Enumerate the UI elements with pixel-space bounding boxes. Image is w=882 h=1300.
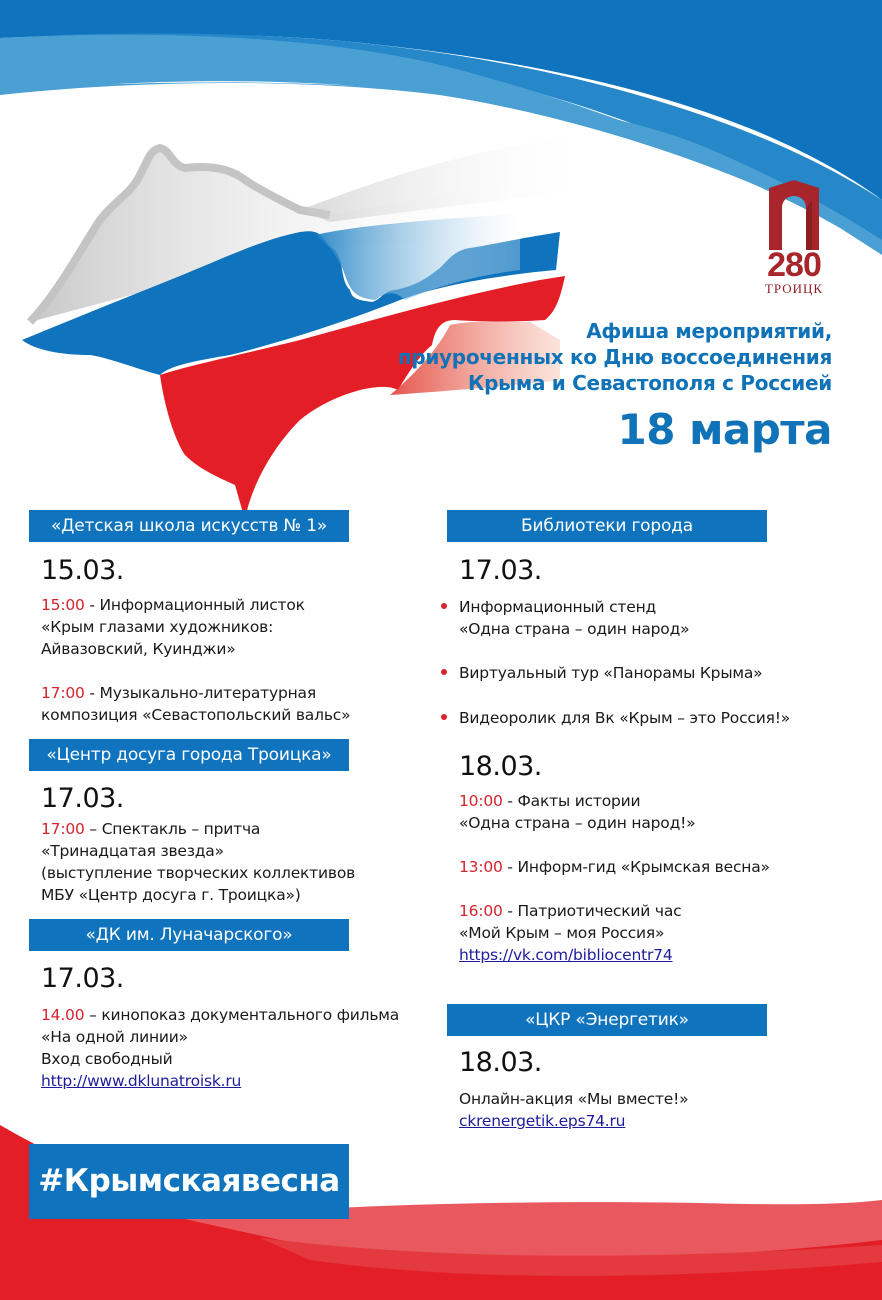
hashtag-banner: #Крымскаявесна <box>29 1144 349 1219</box>
event-text: «Мой Крым – моя Россия» <box>459 924 665 942</box>
venue-bar-leisure-center: «Центр досуга города Троицка» <box>29 739 349 771</box>
energetik-link[interactable]: ckrenergetik.eps74.ru <box>459 1112 626 1130</box>
event-text: 15:00 - Информационный листок <box>41 596 305 614</box>
dk-lunacharsky-link[interactable]: http://www.dklunatroisk.ru <box>41 1072 242 1090</box>
event-text: Айвазовский, Куинджи» <box>41 640 236 658</box>
event-time: 15:00 <box>41 596 85 614</box>
date-label: 17.03. <box>41 783 124 814</box>
bullet-icon <box>441 603 447 609</box>
bullet-text: Виртуальный тур «Панорамы Крыма» <box>459 664 763 682</box>
event-time: 13:00 <box>459 858 503 876</box>
bullet-text: Информационный стенд <box>459 598 657 616</box>
venue-bar-art-school: «Детская школа искусств № 1» <box>29 510 349 542</box>
venue-bar-dk-lunacharsky: «ДК им. Луначарского» <box>29 919 349 951</box>
date-label: 17.03. <box>459 555 542 586</box>
headline-line-2: приуроченных ко Дню воссоединения <box>397 345 832 369</box>
arch-icon <box>764 180 824 250</box>
venue-bar-energetik: «ЦКР «Энергетик» <box>447 1004 767 1036</box>
bullet-icon <box>441 669 447 675</box>
date-label: 15.03. <box>41 555 124 586</box>
logo-city: ТРОИЦК <box>764 281 824 296</box>
headline-line-1: Афиша мероприятий, <box>586 319 832 343</box>
event-text: 13:00 - Информ-гид «Крымская весна» <box>459 858 770 876</box>
event-text: «Крым глазами художников: <box>41 618 274 636</box>
event-text: Вход свободный <box>41 1050 173 1068</box>
event-text: (выступление творческих коллективов <box>41 864 356 882</box>
event-time: 10:00 <box>459 792 503 810</box>
headline-date: 18 марта <box>617 405 832 454</box>
bullet-icon <box>441 714 447 720</box>
event-text: МБУ «Центр досуга г. Троицка») <box>41 886 301 904</box>
libraries-vk-link[interactable]: https://vk.com/bibliocentr74 <box>459 946 673 964</box>
headline <box>398 318 832 456</box>
event-time: 17:00 <box>41 820 85 838</box>
date-label: 18.03. <box>459 1047 542 1078</box>
event-time: 17:00 <box>41 684 85 702</box>
event-time: 14.00 <box>41 1006 85 1024</box>
date-label: 18.03. <box>459 751 542 782</box>
venue-bar-libraries: Библиотеки города <box>447 510 767 542</box>
date-label: 17.03. <box>41 963 124 994</box>
event-text: 17:00 – Спектакль – притча <box>41 820 261 838</box>
logo-number: 280 <box>767 246 821 284</box>
event-text: 10:00 - Факты истории <box>459 792 641 810</box>
event-text: 17:00 - Музыкально-литературная <box>41 684 316 702</box>
event-text: «На одной линии» <box>41 1028 188 1046</box>
event-text: Онлайн-акция «Мы вместе!» <box>459 1090 689 1108</box>
event-text: композиция «Севастопольский вальс» <box>41 706 351 724</box>
headline-line-3: Крыма и Севастополя с Россией <box>468 371 832 395</box>
bullet-text: Видеоролик для Вк «Крым – это Россия!» <box>459 709 791 727</box>
event-text: 16:00 - Патриотический час <box>459 902 682 920</box>
troitsk-280-logo <box>752 180 836 296</box>
event-time: 16:00 <box>459 902 503 920</box>
event-text: 14.00 – кинопоказ документального фильма <box>41 1006 400 1024</box>
event-text: «Одна страна – один народ!» <box>459 814 696 832</box>
event-text: «Тринадцатая звезда» <box>41 842 224 860</box>
bullet-text: «Одна страна – один народ» <box>459 620 690 638</box>
